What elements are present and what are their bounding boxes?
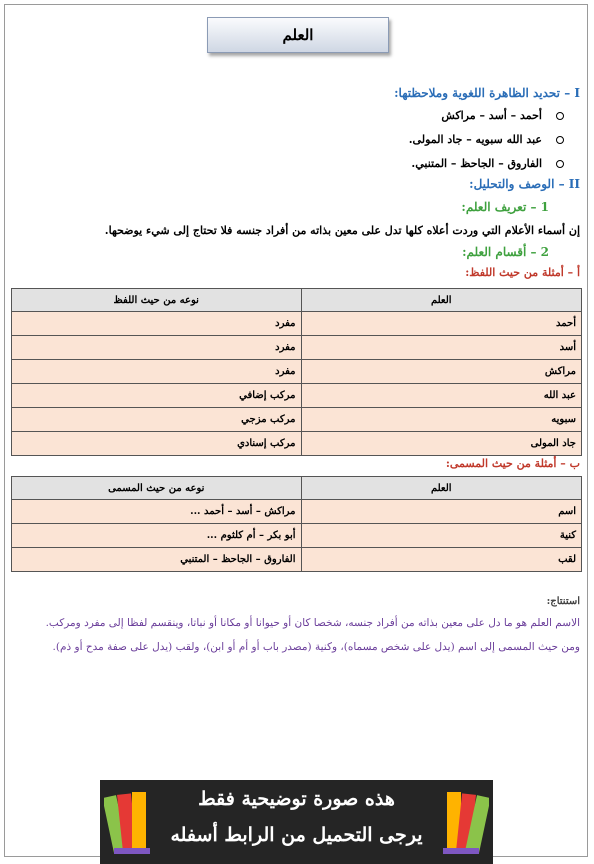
table-cell: مراكش [301,360,582,384]
banner-line-2: يرجى التحميل من الرابط أسفله [170,824,423,846]
column-header: نوعه من حيث اللفظ [12,289,302,312]
divisions-heading: 2 – أقسام العلم: [462,245,549,259]
bullet-circle-icon [556,112,564,120]
table-cell: أسد [301,336,582,360]
table-row [12,432,582,456]
table-cell: مفرد [12,360,302,384]
examples-list [14,104,580,176]
table-row [12,408,582,432]
column-header: العلم [301,289,582,312]
table-cell: كنية [301,524,581,548]
table-cell: جاد المولى [301,432,582,456]
table-row [12,336,582,360]
table-row [12,500,582,524]
section1-heading: I – تحديد الظاهرة اللغوية وملاحظتها: [394,86,580,100]
list-item: الفاروق – الجاحظ – المتنبي. [14,152,580,176]
table-cell: مركب إضافي [12,384,302,408]
named-examples-heading: ب – أمثلة من حيث المسمى: [445,457,580,470]
table-cell: سبويه [301,408,582,432]
word-type-table [11,288,582,456]
word-examples-heading: أ – أمثلة من حيث اللفظ: [465,266,580,279]
named-type-table [11,476,582,572]
table-cell: مركب إسنادي [12,432,302,456]
conclusion-line-1: الاسم العلم هو ما دل على معين بذاته من أفراد جنسه، شخصا كان أو حيوانا أو مكانا أو نباتا، وينقسم لفظا إلى مفرد ومركب. [45,617,580,629]
banner-line-1: هذه صورة توضيحية فقط [198,788,395,810]
table-header-row [12,477,582,500]
table-cell: أحمد [301,312,582,336]
table-header-row [12,289,582,312]
table-cell: عبد الله [301,384,582,408]
definition-text: إن أسماء الأعلام التي وردت أعلاه كلها تدل على معين بذاته من أفراد جنسه فلا تحتاج إلى شيء يوضحها. [104,224,580,237]
table-cell: الفاروق – الجاحظ – المتنبي [12,548,302,572]
conclusion-heading: استنتاج: [546,596,580,607]
table-cell: مفرد [12,312,302,336]
bullet-circle-icon [556,160,564,168]
table-row [12,312,582,336]
table-cell: مفرد [12,336,302,360]
download-banner [100,780,493,864]
table-row [12,548,582,572]
table-cell: مراكش – أسد – أحمد ... [12,500,302,524]
table-row [12,384,582,408]
table-cell: أبو بكر – أم كلثوم ... [12,524,302,548]
conclusion-line-2: ومن حيث المسمى إلى اسم (يدل على شخص مسماه)، وكنية (مصدر باب أو أم أو ابن)، ولقب (يدل على صفة مدح أو ذم). [52,641,580,653]
list-item: أحمد – أسد – مراكش [14,104,580,128]
page-title: العلم [207,17,389,53]
bullet-circle-icon [556,136,564,144]
table-cell: مركب مزجي [12,408,302,432]
list-item: عبد الله سبويه – جاد المولى. [14,128,580,152]
table-row [12,360,582,384]
definition-heading: 1 – تعريف العلم: [461,200,549,214]
column-header: العلم [301,477,581,500]
table-cell: لقب [301,548,581,572]
books-icon [437,786,489,858]
table-cell: اسم [301,500,581,524]
table-row [12,524,582,548]
column-header: نوعه من حيث المسمى [12,477,302,500]
section2-heading: II – الوصف والتحليل: [469,177,580,191]
